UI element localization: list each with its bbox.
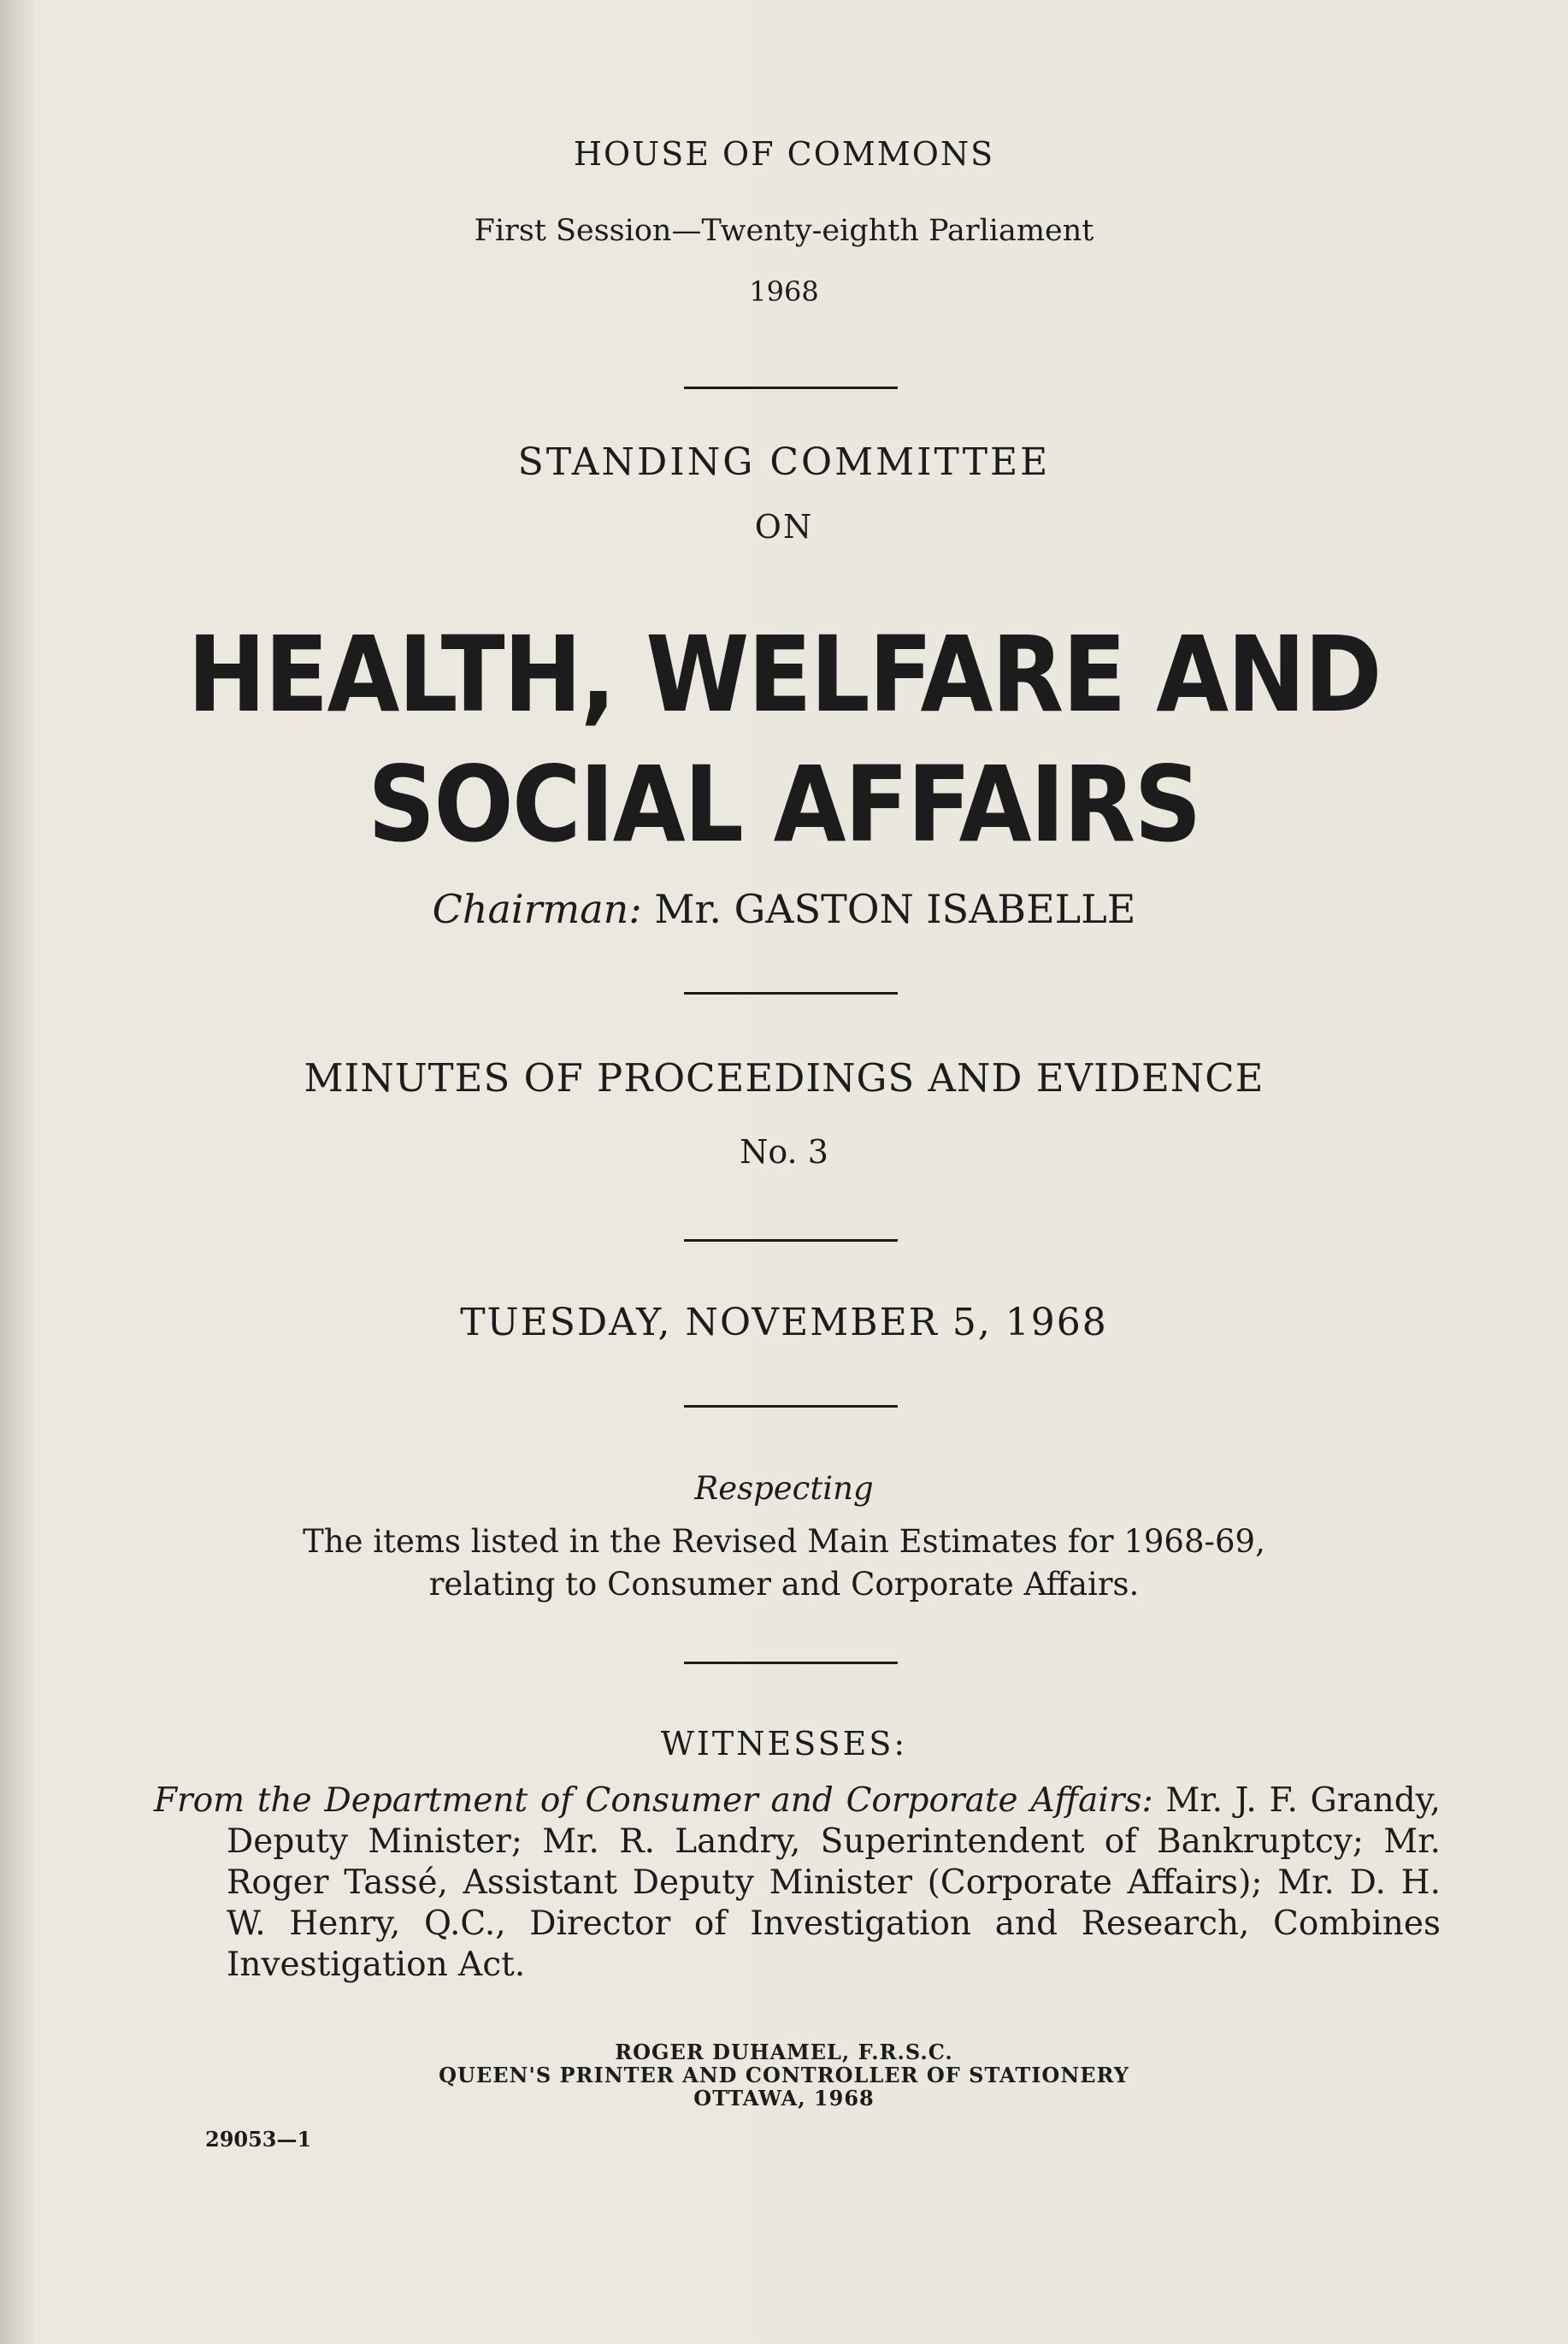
minutes-title: MINUTES OF PROCEEDINGS AND EVIDENCE	[304, 1055, 1264, 1101]
issue-number: No. 3	[740, 1133, 828, 1171]
subject-line1: The items listed in the Revised Main Estimates for 1968-69,	[303, 1523, 1265, 1560]
committee-name-line2: SOCIAL AFFAIRS	[368, 744, 1200, 865]
standing-committee-heading: STANDING COMMITTEE	[517, 440, 1051, 484]
committee-name-line1: HEALTH, WELFARE AND	[187, 614, 1381, 735]
session-line: First Session—Twenty-eighth Parliament	[474, 214, 1094, 248]
year-line: 1968	[749, 275, 819, 308]
printer-imprint	[0, 2040, 1568, 2110]
document-code: 29053—1	[205, 2127, 312, 2152]
respecting-label: Respecting	[694, 1470, 874, 1507]
divider-rule	[684, 1239, 898, 1242]
subject-line2: relating to Consumer and Corporate Affairs.	[428, 1566, 1140, 1603]
book-spine-edge	[0, 0, 34, 2344]
chairman-name: Mr. GASTON ISABELLE	[654, 886, 1136, 932]
divider-rule	[684, 1405, 898, 1408]
divider-rule	[684, 992, 898, 995]
witnesses-heading: WITNESSES:	[660, 1725, 908, 1762]
house-of-commons-heading: HOUSE OF COMMONS	[573, 135, 995, 173]
divider-rule	[684, 1662, 898, 1664]
on-heading: ON	[754, 508, 814, 546]
meeting-date: TUESDAY, NOVEMBER 5, 1968	[460, 1301, 1108, 1344]
subject-text	[0, 1520, 1568, 1606]
witnesses-paragraph	[154, 1780, 1441, 1986]
printer-line2: QUEEN'S PRINTER AND CONTROLLER OF STATIONERY	[439, 2063, 1129, 2087]
witnesses-list: Mr. J. F. Grandy, Deputy Minister; Mr. R. Landry, Superintendent of Bankruptcy; Mr. Roger Tassé, Assistant Deputy Minister (Corporate Affairs); Mr. D. H. W. Henry, Q.C., Director of Investigation and Research, Combines Investigation Act.	[227, 1781, 1441, 1984]
printer-line3: OTTAWA, 1968	[693, 2086, 875, 2111]
divider-rule	[684, 387, 898, 389]
witnesses-department: From the Department of Consumer and Corporate Affairs:	[154, 1781, 1153, 1820]
chairman-line	[0, 886, 1568, 932]
chairman-label: Chairman:	[432, 886, 642, 932]
printer-line1: ROGER DUHAMEL, F.R.S.C.	[615, 2040, 953, 2064]
